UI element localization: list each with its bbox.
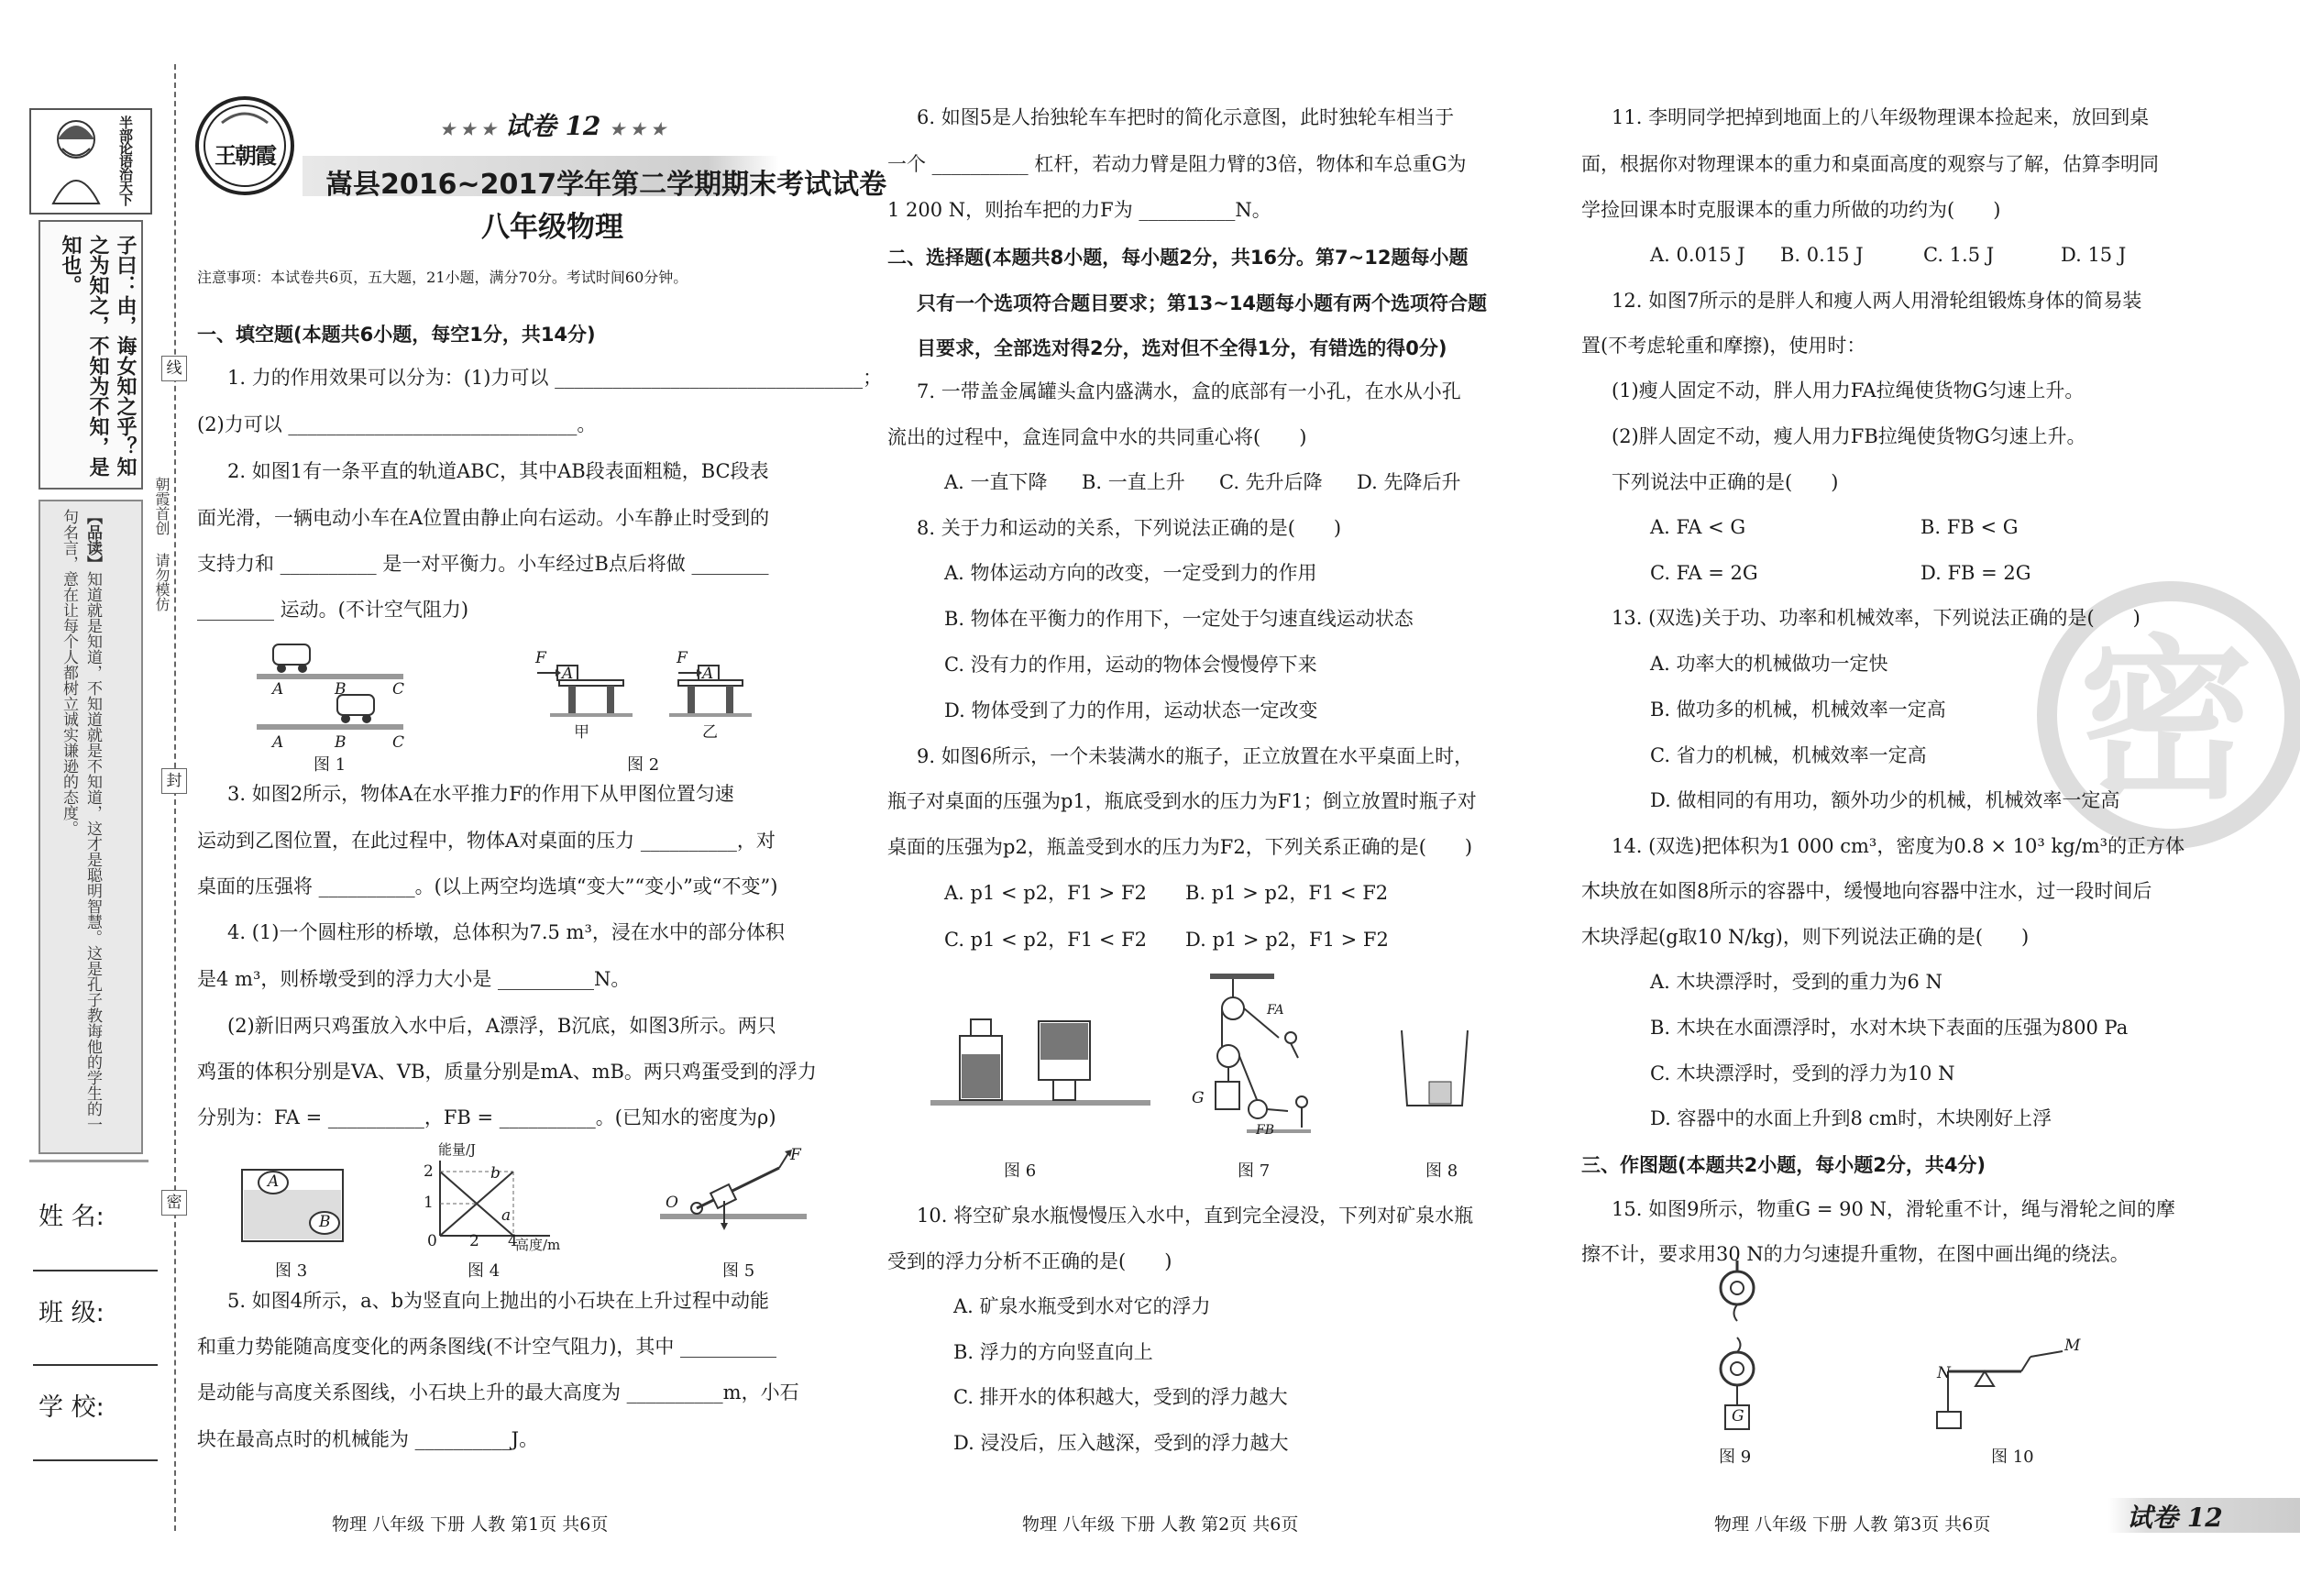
fig4-tick-y1: 1: [424, 1194, 434, 1212]
q9-option-c[interactable]: C. p1 < p2，F1 < F2: [944, 929, 1148, 951]
q14-option-b[interactable]: B. 木块在水面漂浮时，水对木块下表面的压强为800 Pa: [1650, 1017, 2129, 1039]
school-field[interactable]: [33, 1459, 158, 1461]
name-field[interactable]: [33, 1270, 158, 1271]
tear-label-mi: 密: [161, 1190, 187, 1216]
fig4-xlabel: 高度/m: [515, 1237, 561, 1253]
figure-10: [1930, 1348, 2085, 1430]
fig5-label-F: F: [790, 1146, 801, 1164]
fig1-label-A2: A: [272, 733, 284, 752]
q9-option-d[interactable]: D. p1 > p2，F1 > F2: [1185, 929, 1389, 951]
q13-stem: 13. (双选)关于功、功率和机械效率，下列说法正确的是( ): [1612, 607, 2140, 629]
fig2-label-jia: 甲: [574, 723, 589, 742]
figure-3: [240, 1162, 350, 1245]
q6-line2: 一个 __________ 杠杆，若动力臂是阻力臂的3倍，物体和车总重G为: [887, 153, 1467, 175]
confucius-illustration: [35, 112, 117, 207]
fig3-caption: 图 3: [275, 1261, 308, 1281]
q13-option-c[interactable]: C. 省力的机械，机械效率一定高: [1650, 744, 1927, 766]
tear-line: [174, 64, 176, 1531]
q14-option-d[interactable]: D. 容器中的水面上升到8 cm时，木块刚好上浮: [1650, 1107, 2052, 1129]
fig4-label-b: b: [490, 1164, 501, 1183]
notice-text: 朝霞首创 请勿模仿: [152, 477, 171, 651]
q10-option-d[interactable]: D. 浸没后，压入越深，受到的浮力越大: [953, 1432, 1289, 1454]
q1-line2: (2)力可以 ______________________________。: [197, 413, 597, 435]
q9-option-b[interactable]: B. p1 > p2，F1 < F2: [1185, 882, 1389, 904]
q10-line1: 10. 将空矿泉水瓶慢慢压入水中，直到完全浸没，下列对矿泉水瓶: [917, 1205, 1474, 1227]
fig4-tick-y2: 2: [424, 1162, 434, 1181]
q12-line2: 置(不考虑轮重和摩擦)，使用时：: [1581, 335, 1866, 357]
q3-line3: 桌面的压强将 __________。(以上两空均选填“变大”“变小”或“不变”): [197, 875, 778, 897]
q7-option-a[interactable]: A. 一直下降: [944, 471, 1048, 493]
q11-options: [1650, 242, 2126, 268]
section-2-title-2: 只有一个选项符合题目要求；第13~14题每小题有两个选项符合题: [917, 292, 1488, 314]
section-3-title: 三、作图题(本题共2小题，每小题2分，共4分): [1581, 1154, 1986, 1176]
q7-options: [944, 469, 1460, 495]
exam-title: 嵩县2016~2017学年第二学期期末考试试卷: [325, 169, 887, 201]
star-decor-left: ★ ★ ★: [440, 120, 496, 139]
q2-line3: 支持力和 __________ 是一对平衡力。小车经过B点后将做 ________: [197, 553, 769, 575]
fig4-caption: 图 4: [468, 1261, 501, 1281]
q10-line2: 受到的浮力分析不正确的是( ): [887, 1250, 1172, 1272]
reading-label: 【品读】: [83, 509, 102, 571]
q14-line3: 木块浮起(g取10 N/kg)，则下列说法正确的是( ): [1581, 926, 2030, 948]
quote-text: 子曰：由，诲女知之乎？知之为知之，不知为不知，是知也。: [59, 235, 138, 477]
q14-line2: 木块放在如图8所示的容器中，缓慢地向容器中注水，过一段时间后: [1581, 880, 2152, 902]
q12-line4: (2)胖人固定不动，瘦人用力FB拉绳使货物G匀速上升。: [1612, 425, 2086, 447]
fig1-label-C2: C: [392, 733, 405, 752]
q3-line1: 3. 如图2所示，物体A在水平推力F的作用下从甲图位置匀速: [227, 783, 734, 805]
q9-line2: 瓶子对桌面的压强为p1，瓶底受到水的压力为F1；倒立放置时瓶子对: [887, 790, 1477, 812]
fig4-tick-x2: 2: [469, 1232, 479, 1250]
q4-line2: 是4 m³，则桥墩受到的浮力大小是 __________N。: [197, 968, 631, 990]
class-field[interactable]: [33, 1364, 158, 1366]
paper-tag: [440, 106, 666, 143]
fig2-label-A2: A: [702, 665, 714, 683]
q12-line5: 下列说法中正确的是( ): [1612, 471, 1839, 493]
q2-line1: 2. 如图1有一条平直的轨道ABC，其中AB段表面粗糙，BC段表: [227, 460, 769, 482]
figure-7: [1192, 974, 1329, 1139]
q2-line2: 面光滑，一辆电动小车在A位置由静止向右运动。小车静止时受到的: [197, 507, 770, 529]
q12-option-c[interactable]: C. FA = 2G: [1650, 562, 1758, 584]
q4-line3: (2)新旧两只鸡蛋放入水中后，A漂浮，B沉底，如图3所示。两只: [227, 1015, 776, 1037]
fig3-label-A: A: [268, 1172, 280, 1191]
q1-line1: 1. 力的作用效果可以分为：(1)力可以 ________________________________；: [227, 367, 883, 389]
fig7-label-FA: FA: [1267, 1003, 1284, 1018]
q12-option-b[interactable]: B. FB < G: [1920, 516, 2019, 538]
fig4-ylabel: 能量/J: [438, 1141, 477, 1158]
q7-line2: 流出的过程中，盒连同盒中水的共同重心将( ): [887, 426, 1307, 448]
q8-stem: 8. 关于力和运动的关系，下列说法正确的是( ): [917, 517, 1342, 539]
fig2-label-F1: F: [535, 649, 546, 667]
fig2-label-F2: F: [677, 649, 688, 667]
figure-5: [660, 1148, 807, 1230]
q9-line3: 桌面的压强为p2，瓶盖受到水的压力为F2，下列关系正确的是( ): [887, 836, 1473, 858]
q11-line2: 面，根据你对物理课本的重力和桌面高度的观察与了解，估算李明同: [1581, 153, 2159, 175]
fig9-label-G: G: [1732, 1407, 1744, 1425]
tear-label-feng: 封: [161, 768, 187, 794]
q13-option-a[interactable]: A. 功率大的机械做功一定快: [1650, 653, 1888, 675]
q7-line1: 7. 一带盖金属罐头盒内盛满水，盒的底部有一小孔，在水从小孔: [917, 380, 1461, 402]
figure-2: [532, 653, 770, 726]
q7-option-c[interactable]: C. 先升后降: [1219, 471, 1323, 493]
subject-title: 八年级物理: [481, 211, 623, 244]
fig1-label-B2: B: [335, 733, 347, 752]
q14-option-a[interactable]: A. 木块漂浮时，受到的重力为6 N: [1650, 971, 1942, 993]
fig1-label-C1: C: [392, 680, 405, 699]
fig7-label-FB: FB: [1256, 1123, 1275, 1138]
q9-option-a[interactable]: A. p1 < p2，F1 > F2: [944, 882, 1147, 904]
q15-line1: 15. 如图9所示，物重G = 90 N，滑轮重不计，绳与滑轮之间的摩: [1612, 1198, 2175, 1220]
q10-option-b[interactable]: B. 浮力的方向竖直向上: [953, 1341, 1153, 1363]
q2-line4: ________ 运动。(不计空气阻力): [197, 599, 469, 621]
logo-text: 王朝霞: [215, 142, 275, 169]
fig5-label-O: O: [666, 1194, 678, 1212]
q12-option-a[interactable]: A. FA < G: [1650, 516, 1746, 538]
q14-line1: 14. (双选)把体积为1 000 cm³，密度为0.8 × 10³ kg/m³的正方体: [1612, 835, 2185, 857]
q6-line1: 6. 如图5是人抬独轮车车把时的简化示意图，此时独轮车相当于: [917, 106, 1455, 128]
q8-option-a[interactable]: A. 物体运动方向的改变，一定受到力的作用: [944, 562, 1317, 584]
fig1-label-B1: B: [335, 680, 347, 699]
q11-option-c[interactable]: C. 1.5 J: [1923, 244, 1995, 266]
q8-option-b[interactable]: B. 物体在平衡力的作用下，一定处于匀速直线运动状态: [944, 608, 1414, 630]
q10-option-c[interactable]: C. 排开水的体积越大，受到的浮力越大: [953, 1386, 1288, 1408]
reading-text: [57, 509, 105, 1141]
q4-line1: 4. (1)一个圆柱形的桥墩，总体积为7.5 m³，浸在水中的部分体积: [227, 921, 785, 943]
sidebar-separator: [29, 1160, 149, 1162]
q3-line2: 运动到乙图位置，在此过程中，物体A对桌面的压力 __________，对: [197, 830, 776, 852]
q6-line3: 1 200 N，则抬车把的力F为 __________N。: [887, 199, 1271, 221]
fig4-tick-x0: 0: [427, 1232, 437, 1250]
q4-line5: 分别为：FA = __________，FB = __________。(已知水的密度为ρ): [197, 1106, 776, 1128]
school-label: 学 校:: [39, 1393, 105, 1422]
q4-line4: 鸡蛋的体积分别是VA、VB，质量分别是mA、mB。两只鸡蛋受到的浮力: [197, 1061, 817, 1083]
fig2-caption: 图 2: [627, 755, 660, 775]
fig1-label-A1: A: [272, 680, 284, 699]
q7-option-b[interactable]: B. 一直上升: [1082, 471, 1185, 493]
q7-option-d[interactable]: D. 先降后升: [1357, 471, 1461, 493]
q12-option-d[interactable]: D. FB = 2G: [1920, 562, 2031, 584]
fig9-caption: 图 9: [1719, 1447, 1752, 1467]
star-decor-right: ★ ★ ★: [610, 120, 666, 139]
name-label: 姓 名:: [39, 1203, 105, 1231]
exam-notes: 注意事项：本试卷共6页，五大题，21小题，满分70分。考试时间60分钟。: [197, 269, 688, 286]
class-label: 班 级:: [39, 1299, 105, 1327]
q5-line3: 是动能与高度关系图线，小石块上升的最大高度为 __________m，小石: [197, 1381, 799, 1403]
fig7-label-G: G: [1192, 1089, 1205, 1107]
footer-paper-tag: 试卷 12: [2127, 1502, 2223, 1533]
reading-body: 知道就是知道，不知道就是不知道，这才是聪明智慧。这是孔子教诲他的学生的一句名言，意在让每个人都树立诚实谦逊的态度。: [60, 509, 102, 1132]
q11-line1: 11. 李明同学把掉到地面上的八年级物理课本捡起来，放回到桌: [1612, 106, 2150, 128]
page-footer-3: 物理 八年级 下册 人教 第3页 共6页: [1714, 1514, 1991, 1535]
q12-line3: (1)瘦人固定不动，胖人用力FA拉绳使货物G匀速上升。: [1612, 380, 2085, 402]
q15-line2: 擦不计，要求用30 N的力匀速提升重物，在图中画出绳的绕法。: [1581, 1243, 2129, 1265]
fig2-label-A1: A: [562, 665, 574, 683]
figure-8: [1398, 1027, 1471, 1109]
fig6-caption: 图 6: [1004, 1161, 1037, 1181]
q8-option-d[interactable]: D. 物体受到了力的作用，运动状态一定改变: [944, 699, 1318, 721]
q11-line3: 学捡回课本时克服课本的重力所做的功约为( ): [1581, 199, 2001, 221]
q11-option-a[interactable]: A. 0.015 J: [1650, 244, 1745, 266]
fig7-caption: 图 7: [1238, 1161, 1271, 1181]
q9-line1: 9. 如图6所示，一个未装满水的瓶子，正立放置在水平桌面上时，: [917, 745, 1474, 767]
section-2-title-1: 二、选择题(本题共8小题，每小题2分，共16分。第7~12题每小题: [887, 247, 1469, 269]
page-footer-1: 物理 八年级 下册 人教 第1页 共6页: [332, 1514, 609, 1535]
fig5-caption: 图 5: [722, 1261, 755, 1281]
fig3-label-B: B: [319, 1213, 331, 1231]
q12-line1: 12. 如图7所示的是胖人和瘦人两人用滑轮组锻炼身体的简易装: [1612, 290, 2142, 312]
fig10-label-N: N: [1937, 1364, 1951, 1382]
q5-line1: 5. 如图4所示，a、b为竖直向上抛出的小石块在上升过程中动能: [227, 1290, 770, 1312]
section-2-title-3: 目要求，全部选对得2分，选对但不全得1分，有错选的得0分): [917, 337, 1447, 359]
fig4-tick-x4: 4: [508, 1232, 518, 1250]
fig2-label-yi: 乙: [702, 723, 718, 742]
fig4-label-a: a: [501, 1206, 512, 1225]
stamp-text: 密: [2079, 620, 2254, 822]
q11-option-b[interactable]: B. 0.15 J: [1780, 244, 1864, 266]
paper-tag-text: 试卷 12: [504, 111, 601, 141]
q5-line4: 块在最高点时的机械能为 __________J。: [197, 1428, 539, 1450]
q13-option-b[interactable]: B. 做功多的机械，机械效率一定高: [1650, 699, 1946, 721]
tear-label-xian: 线: [161, 356, 187, 381]
q13-option-d[interactable]: D. 做相同的有用功，额外功少的机械，机械效率一定高: [1650, 789, 2120, 811]
section-1-title: 一、填空题(本题共6小题，每空1分，共14分): [197, 324, 596, 346]
fig1-caption: 图 1: [314, 755, 347, 775]
q11-option-d[interactable]: D. 15 J: [2061, 244, 2127, 266]
fig10-caption: 图 10: [1991, 1447, 2034, 1467]
page-footer-2: 物理 八年级 下册 人教 第2页 共6页: [1022, 1514, 1299, 1535]
figure-6: [930, 999, 1150, 1109]
q14-option-c[interactable]: C. 木块漂浮时，受到的浮力为10 N: [1650, 1062, 1955, 1084]
q8-option-c[interactable]: C. 没有力的作用，运动的物体会慢慢停下来: [944, 654, 1317, 676]
motto-title: 半部论语治天下: [117, 116, 134, 205]
fig8-caption: 图 8: [1425, 1161, 1458, 1181]
q10-option-a[interactable]: A. 矿泉水瓶受到水对它的浮力: [953, 1295, 1211, 1317]
q5-line2: 和重力势能随高度变化的两条图线(不计空气阻力)，其中 __________: [197, 1336, 777, 1358]
fig10-label-M: M: [2064, 1337, 2081, 1355]
